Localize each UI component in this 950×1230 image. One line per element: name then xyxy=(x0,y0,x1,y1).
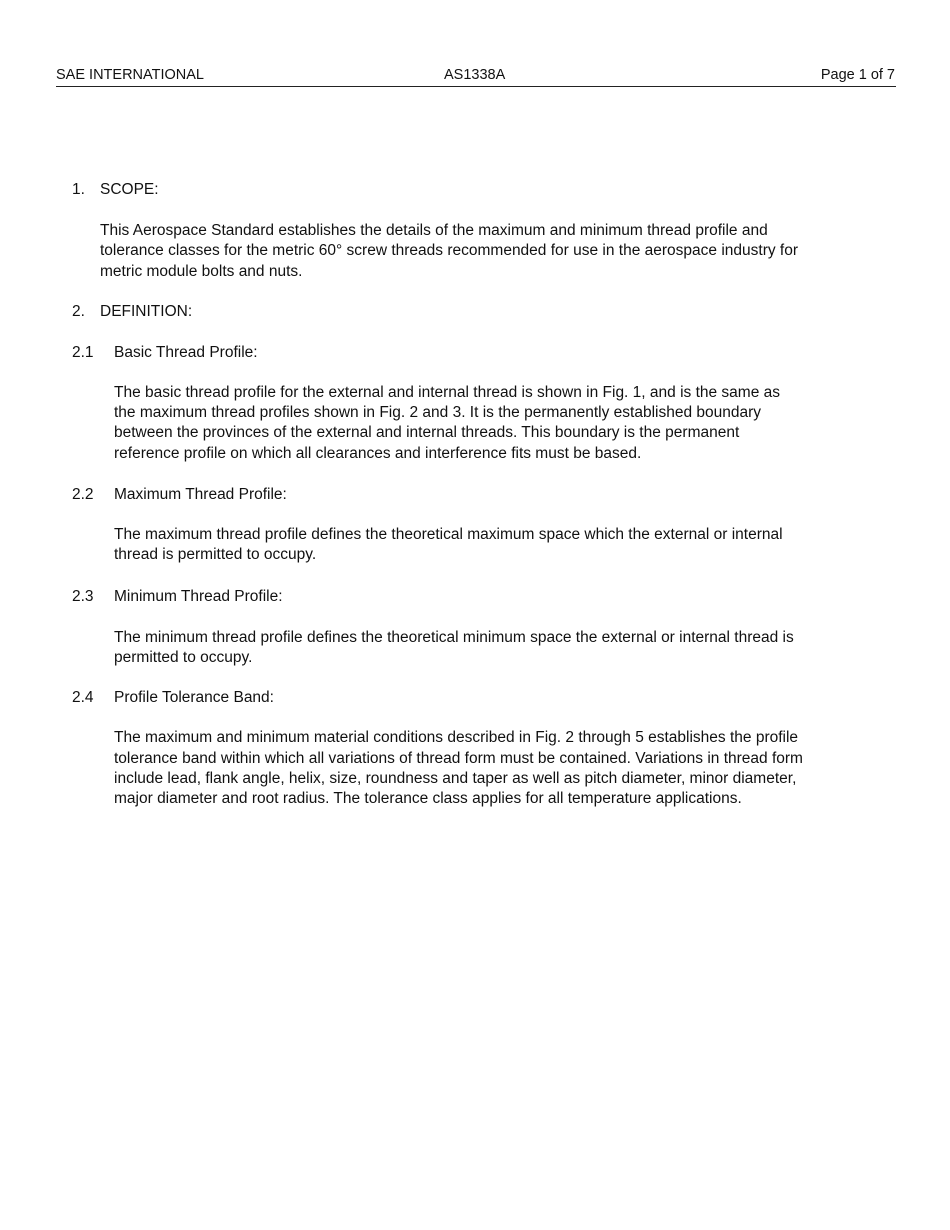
section-title: Basic Thread Profile: xyxy=(114,343,258,361)
paragraph-line: thread is permitted to occupy. xyxy=(114,546,317,564)
section-number: 2.2 xyxy=(72,486,94,504)
section-maximum-thread-profile xyxy=(72,485,872,566)
paragraph-line: The maximum and minimum material conditions described in Fig. 2 through 5 establishes the profile xyxy=(114,729,799,747)
paragraph-line: metric module bolts and nuts. xyxy=(100,262,303,280)
paragraph-line: tolerance band within which all variations of thread form must be contained. Variations in thread form xyxy=(114,749,803,767)
section-profile-tolerance-band xyxy=(72,688,872,809)
page-header xyxy=(56,66,896,87)
paragraph-line: the maximum thread profiles shown in Fig. 2 and 3. It is the permanently established boundary xyxy=(114,404,762,422)
section-heading xyxy=(72,688,872,708)
section-number: 2.3 xyxy=(72,587,94,605)
paragraph-line: The minimum thread profile defines the theoretical minimum space the external or internal thread is xyxy=(114,628,794,646)
paragraph-line: The maximum thread profile defines the theoretical maximum space which the external or internal xyxy=(114,526,783,544)
section-definition xyxy=(72,302,872,322)
section-paragraph xyxy=(114,728,870,809)
header-document-number: AS1338A xyxy=(444,67,506,83)
paragraph-line: major diameter and root radius. The tolerance class applies for all temperature applications. xyxy=(114,790,742,808)
section-number: 2.1 xyxy=(72,343,94,361)
section-number: 2.4 xyxy=(72,689,94,707)
paragraph-line: permitted to occupy. xyxy=(114,648,253,666)
paragraph-line: This Aerospace Standard establishes the details of the maximum and minimum thread profile and xyxy=(100,222,768,239)
section-paragraph xyxy=(114,383,870,464)
section-heading xyxy=(72,343,872,363)
section-title: Maximum Thread Profile: xyxy=(114,486,287,504)
section-scope xyxy=(72,180,872,282)
section-number: 2. xyxy=(72,302,85,320)
section-heading xyxy=(72,485,872,505)
section-title: DEFINITION: xyxy=(100,302,193,320)
section-number: 1. xyxy=(72,181,85,198)
paragraph-line: between the provinces of the external and internal threads. This boundary is the permanent xyxy=(114,424,740,442)
paragraph-line: The basic thread profile for the external and internal thread is shown in Fig. 1, and is the same as xyxy=(114,383,781,401)
section-heading xyxy=(72,302,872,322)
header-organization: SAE INTERNATIONAL xyxy=(56,67,204,83)
section-title: Profile Tolerance Band: xyxy=(114,689,274,707)
paragraph-line: include lead, flank angle, helix, size, roundness and taper as well as pitch diameter, minor diameter, xyxy=(114,769,797,787)
section-title: Minimum Thread Profile: xyxy=(114,587,283,605)
section-basic-thread-profile xyxy=(72,343,872,464)
document-body xyxy=(72,180,872,809)
section-paragraph xyxy=(100,221,870,282)
section-paragraph xyxy=(114,525,870,566)
paragraph-line: tolerance classes for the metric 60° screw threads recommended for use in the aerospace industry for xyxy=(100,242,798,260)
header-page-number: Page 1 of 7 xyxy=(820,67,895,83)
section-heading xyxy=(72,587,872,607)
section-title: SCOPE: xyxy=(100,181,159,198)
paragraph-line: reference profile on which all clearances and interference fits must be based. xyxy=(114,444,642,462)
section-heading xyxy=(72,180,872,200)
section-paragraph xyxy=(114,628,870,669)
section-minimum-thread-profile xyxy=(72,587,872,669)
